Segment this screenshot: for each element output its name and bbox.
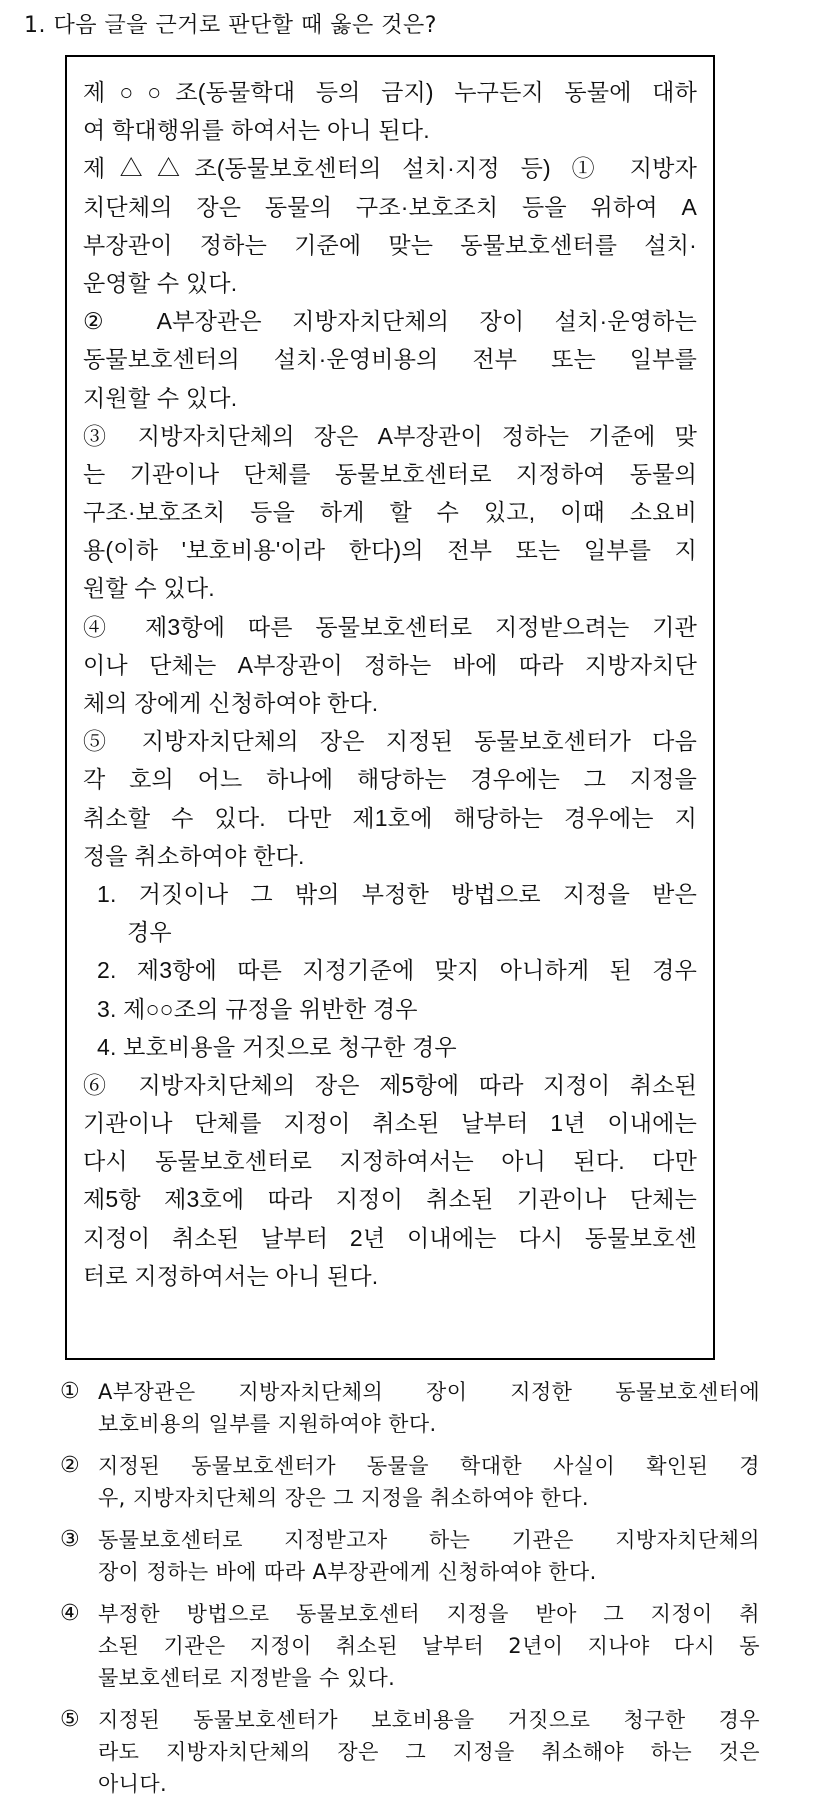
passage-line: 터로 지정하여서는 아니 된다. (83, 1262, 379, 1289)
passage-line: ③ 지방자치단체의 장은 A부장관이 정하는 기준에 맞 (83, 422, 697, 449)
option-text: 우, 지방자치단체의 장은 그 지정을 취소하여야 한다. (98, 1486, 590, 1510)
passage-line: 지원할 수 있다. (83, 384, 238, 411)
passage-line: 부장관이 정하는 기준에 맞는 동물보호센터를 설치· (83, 231, 697, 258)
passage-line: 제○○조(동물학대 등의 금지) 누구든지 동물에 대하 (83, 79, 697, 105)
passage-line: 구조·보호조치 등을 하게 할 수 있고, 이때 소요비 (83, 499, 697, 526)
option-number: ③ (60, 1527, 80, 1552)
passage-line: 각 호의 어느 하나에 해당하는 경우에는 그 지정을 (83, 766, 697, 793)
passage-line: 1. 거짓이나 그 밖의 부정한 방법으로 지정을 받은 (97, 880, 697, 907)
option-text: 보호비용의 일부를 지원하여야 한다. (98, 1412, 437, 1436)
passage-line: 제5항 제3호에 따라 지정이 취소된 기관이나 단체는 (83, 1186, 697, 1213)
passage-line: ④ 제3항에 따른 동물보호센터로 지정받으려는 기관 (83, 613, 697, 640)
passage-line: 4. 보호비용을 거짓으로 청구한 경우 (97, 1033, 457, 1060)
passage-line: 치단체의 장은 동물의 구조·보호조치 등을 위하여 A (83, 193, 697, 220)
option-text: 물보호센터로 지정받을 수 있다. (98, 1666, 396, 1690)
option-text: 소된 기관은 지정이 취소된 날부터 2년이 지나야 다시 동 (98, 1634, 760, 1658)
passage-line: 경우 (127, 919, 172, 946)
option-text: 아니다. (98, 1772, 168, 1796)
passage-line: 정을 취소하여야 한다. (83, 842, 305, 869)
question-title: 1. 다음 글을 근거로 판단할 때 옳은 것은? (24, 13, 437, 38)
passage-line: ⑥ 지방자치단체의 장은 제5항에 따라 지정이 취소된 (83, 1071, 697, 1098)
passage-line: 여 학대행위를 하여서는 아니 된다. (83, 117, 430, 144)
passage-line: 기관이나 단체를 지정이 취소된 날부터 1년 이내에는 (83, 1110, 697, 1137)
option-text: 장이 정하는 바에 따라 A부장관에게 신청하여야 한다. (98, 1560, 597, 1584)
answer-option-2[interactable] (60, 1450, 760, 1514)
answer-option-5[interactable] (60, 1704, 760, 1800)
passage-line: 3. 제○○조의 규정을 위반한 경우 (97, 995, 418, 1022)
option-text: 지정된 동물보호센터가 보호비용을 거짓으로 청구한 경우 (98, 1708, 760, 1732)
passage-line: 원할 수 있다. (83, 575, 215, 602)
passage-line: 제△△조(동물보호센터의 설치·지정 등) ① 지방자 (83, 155, 697, 182)
answer-options (60, 1376, 760, 1810)
passage-line: 용(이하 '보호비용'이라 한다)의 전부 또는 일부를 지 (83, 537, 697, 564)
answer-option-1[interactable] (60, 1376, 760, 1440)
passage-line: 운영할 수 있다. (83, 269, 238, 296)
option-text: 부정한 방법으로 동물보호센터 지정을 받아 그 지정이 취 (98, 1602, 760, 1626)
passage-line: ② A부장관은 지방자치단체의 장이 설치·운영하는 (83, 308, 697, 335)
option-number: ⑤ (60, 1707, 80, 1732)
passage-line: 체의 장에게 신청하여야 한다. (83, 690, 379, 716)
passage-line: 취소할 수 있다. 다만 제1호에 해당하는 경우에는 지 (83, 804, 697, 831)
option-number: ② (60, 1453, 80, 1478)
option-text: 라도 지방자치단체의 장은 그 지정을 취소해야 하는 것은 (98, 1740, 760, 1764)
passage-line: 2. 제3항에 따른 지정기준에 맞지 아니하게 된 경우 (97, 957, 697, 984)
passage-line: 동물보호센터의 설치·운영비용의 전부 또는 일부를 (83, 346, 697, 373)
passage-line: 는 기관이나 단체를 동물보호센터로 지정하여 동물의 (83, 460, 697, 487)
option-text: A부장관은 지방자치단체의 장이 지정한 동물보호센터에 (98, 1380, 760, 1404)
passage-line: 다시 동물보호센터로 지정하여서는 아니 된다. 다만 (83, 1148, 697, 1175)
option-text: 동물보호센터로 지정받고자 하는 기관은 지방자치단체의 (98, 1528, 760, 1552)
passage-line: 이나 단체는 A부장관이 정하는 바에 따라 지방자치단 (83, 651, 697, 678)
answer-option-4[interactable] (60, 1598, 760, 1694)
passage-line: 지정이 취소된 날부터 2년 이내에는 다시 동물보호센 (83, 1224, 697, 1251)
option-number: ④ (60, 1601, 80, 1626)
passage-box (65, 55, 715, 1360)
option-number: ① (60, 1379, 80, 1404)
passage-line: ⑤ 지방자치단체의 장은 지정된 동물보호센터가 다음 (83, 728, 697, 755)
answer-option-3[interactable] (60, 1524, 760, 1588)
option-text: 지정된 동물보호센터가 동물을 학대한 사실이 확인된 경 (98, 1454, 760, 1478)
